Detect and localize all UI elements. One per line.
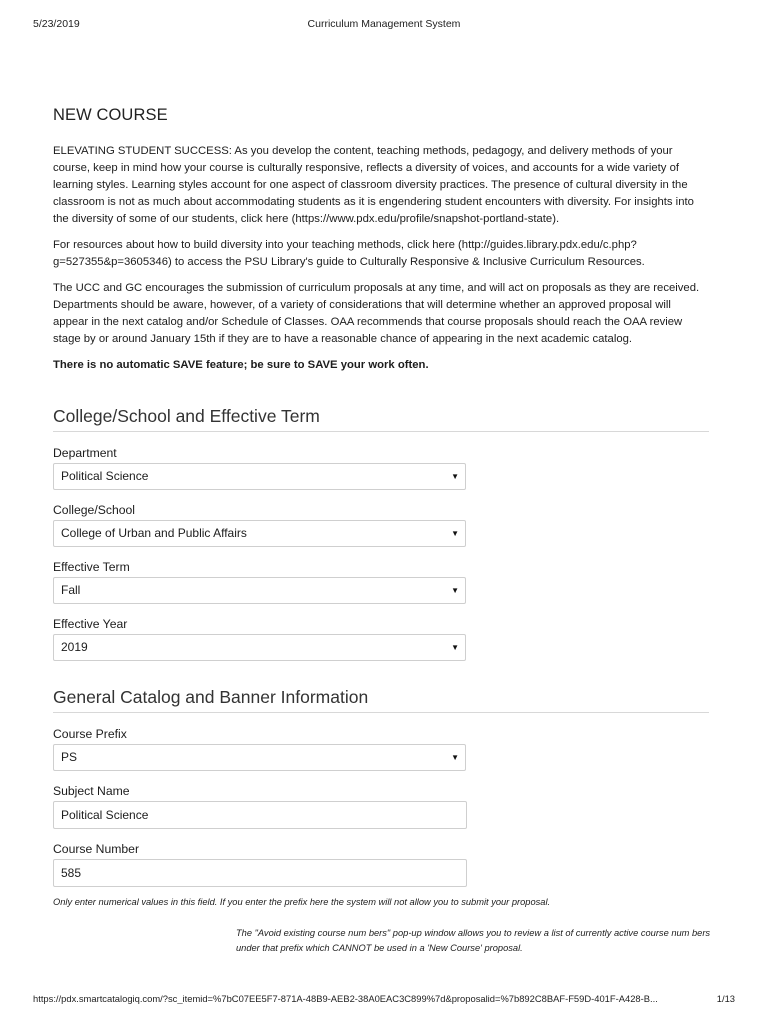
course-number-field[interactable] bbox=[53, 859, 467, 887]
department-select[interactable] bbox=[53, 463, 466, 490]
section-heading-catalog-banner: General Catalog and Banner Information bbox=[53, 687, 709, 713]
course-number-group bbox=[53, 842, 709, 887]
effective-year-value: 2019 bbox=[61, 640, 88, 654]
dropdown-caret-icon: ▼ bbox=[451, 529, 459, 538]
print-page-number: 1/13 bbox=[716, 993, 735, 1004]
page-title: NEW COURSE bbox=[53, 106, 168, 124]
college-group bbox=[53, 503, 709, 547]
print-footer-url: https://pdx.smartcatalogiq.com/?sc_itemid=%7bC07EE5F7-871A-48B9-AEB2-38A0EAC3C899%7d&proposalid=%7b892C8BAF-F59D-401F-A428-B... bbox=[33, 993, 658, 1004]
library-guide-url: (http://guides.library.pdx.edu/c.php?g=527355&p=3605346) to access the PSU Library's guide to Culturally Responsive & Inclusive Curriculum Resources. bbox=[53, 239, 645, 268]
effective-year-group bbox=[53, 617, 709, 661]
dropdown-caret-icon: ▼ bbox=[451, 586, 459, 595]
effective-year-select[interactable] bbox=[53, 634, 466, 661]
print-document-title: Curriculum Management System bbox=[307, 18, 461, 30]
course-number-help: Only enter numerical values in this field. If you enter the prefix here the system will not allow you to submit your proposal. bbox=[53, 897, 551, 907]
print-header bbox=[33, 18, 735, 32]
intro-submission-info: The UCC and GC encourages the submission of curriculum proposals at any time, and will act on proposals as they are received. Departments should be aware, however, of a variety of considerations that will determine whether an approved proposal will appear in the next catalog and/or Schedule of Classes. OAA recommends that course proposals should reach the OAA review stage by or around January 15th if they are to have a reasonable chance of appearing in the next academic catalog. bbox=[53, 282, 700, 345]
effective-term-value: Fall bbox=[61, 583, 81, 597]
department-value: Political Science bbox=[61, 469, 149, 483]
college-label: College/School bbox=[53, 503, 135, 517]
section-heading-college-term: College/School and Effective Term bbox=[53, 406, 709, 432]
course-prefix-value: PS bbox=[61, 750, 78, 764]
college-value: College of Urban and Public Affairs bbox=[61, 526, 247, 540]
intro-diversity-resources bbox=[53, 237, 709, 271]
effective-term-select[interactable] bbox=[53, 577, 466, 604]
intro-student-success-text: ELEVATING STUDENT SUCCESS: As you develop the content, teaching methods, pedagogy, and delivery methods of your course, keep in mind how your course is culturally responsive, reflects a diversity of voices, and accounts for a wide variety of learning styles. Learning styles account for one aspect of classroom diversity practices. The presence of cultural diversity in the classroom is not as much about accommodating students as it is engendering student encounters with diversity. For insights into the diversity of some of our students, click bbox=[53, 145, 694, 225]
subject-name-label: Subject Name bbox=[53, 784, 130, 798]
course-prefix-select[interactable] bbox=[53, 744, 466, 771]
subject-name-field[interactable] bbox=[53, 801, 467, 829]
student-snapshot-url: (https://www.pdx.edu/profile/snapshot-portland-state). bbox=[288, 213, 560, 225]
library-guide-link[interactable]: here bbox=[432, 239, 455, 251]
save-warning: There is no automatic SAVE feature; be sure to SAVE your work often. bbox=[53, 359, 429, 371]
dropdown-caret-icon: ▼ bbox=[451, 643, 459, 652]
course-number-label: Course Number bbox=[53, 842, 140, 856]
college-select[interactable] bbox=[53, 520, 466, 547]
course-prefix-group bbox=[53, 727, 709, 771]
department-label: Department bbox=[53, 446, 117, 460]
course-prefix-label: Course Prefix bbox=[53, 727, 127, 741]
department-group bbox=[53, 446, 709, 490]
dropdown-caret-icon: ▼ bbox=[451, 472, 459, 481]
intro-diversity-text: For resources about how to build diversity into your teaching methods, click bbox=[53, 239, 433, 251]
subject-name-group bbox=[53, 784, 709, 829]
print-date: 5/23/2019 bbox=[33, 18, 80, 30]
print-footer bbox=[33, 993, 735, 1007]
effective-term-label: Effective Term bbox=[53, 560, 130, 574]
student-snapshot-link[interactable]: here bbox=[265, 213, 289, 225]
avoid-course-numbers-note: The "Avoid existing course num bers" pop-up window allows you to review a list of currently active course num bers under that prefix which CANNOT be used in a 'New Course' proposal. bbox=[236, 928, 711, 953]
effective-term-group bbox=[53, 560, 709, 604]
course-form bbox=[53, 106, 709, 956]
dropdown-caret-icon: ▼ bbox=[451, 753, 459, 762]
intro-student-success bbox=[53, 143, 709, 228]
effective-year-label: Effective Year bbox=[53, 617, 128, 631]
